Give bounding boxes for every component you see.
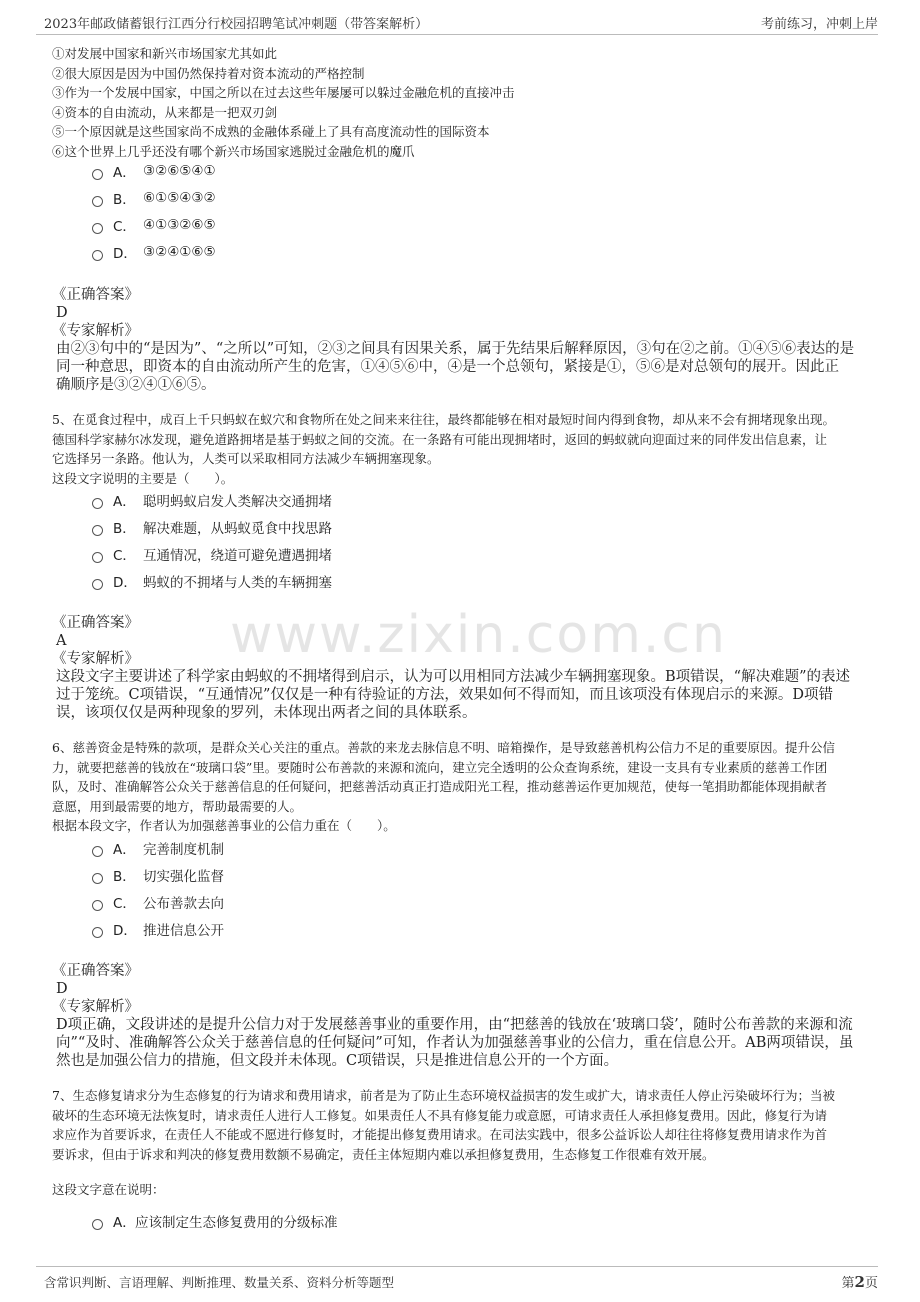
radio-icon[interactable] [92,169,103,180]
radio-icon[interactable] [92,873,103,884]
q6-stem: 6、慈善资金是特殊的款项，是群众关心关注的重点。善款的来龙去脉信息不明、暗箱操作，是导致慈善机构公信力不足的重要原因。提升公信 力，就要把慈善的钱放在“玻璃口袋”里。要随时公布善款的来源和流向，建立完全透明的公众查询系统，建设一支具有专业素质的慈善工作团 队，及时、准确解答公众关于慈善信息的任何疑问，把慈善活动真正打造成阳光工程，推动慈善运作更加规范，使每一笔捐助都能体现捐献者 意愿，用到最需要的地方，帮助最需要的人。 根据本段文字，作者认为加强慈善事业的公信力重在（ ）。 [52,740,835,833]
watermark: www.zixin.com.cn [230,605,727,665]
q4-statements [52,44,872,161]
footer-categories: 含常识判断、言语理解、判断推理、数量关系、资料分析等题型 [44,1275,395,1290]
statement: ②很大原因是因为中国仍然保持着对资本流动的严格控制 [52,65,365,81]
analysis-heading: 《专家解析》 [52,651,139,667]
radio-icon[interactable] [92,196,103,207]
q4-option-b[interactable]: B． ⑥①⑤④③② [92,187,216,209]
answer-value: A [56,633,67,649]
q7-option-a[interactable]: A． 应该制定生态修复费用的分级标准 [92,1210,338,1232]
q5-option-d[interactable]: D． 蚂蚁的不拥堵与人类的车辆拥塞 [92,570,332,592]
q6-answer-section [52,962,872,1070]
q4-option-c[interactable]: C． ④①③②⑥⑤ [92,214,216,236]
statement: ⑥这个世界上几乎还没有哪个新兴市场国家逃脱过金融危机的魔爪 [52,143,415,159]
analysis-line: 然也是加强公信力的措施，但文段并未体现。C项错误，只是推进信息公开的一个方面。 [56,1053,619,1069]
analysis-heading: 《专家解析》 [52,323,139,339]
analysis-line: 误，该项仅仅是两种现象的罗列，未体现出两者之间的具体联系。 [56,705,477,721]
answer-heading: 《正确答案》 [52,963,139,979]
q7-stem: 7、生态修复请求分为生态修复的行为请求和费用请求，前者是为了防止生态环境权益损害的发生或扩大，请求责任人停止污染破坏行为；当被 破坏的生态环境无法恢复时，请求责任人进行人工修复。如果责任人不具有修复能力或意愿，可请求责任人承担修复费用。因此，修复行为请 求应作为首要诉求，在责任人不能或不愿进行修复时，才能提出修复费用请求。在司法实践中，很多公益诉讼人却往往将修复费用请求作为首 要诉求，但由于诉求和判决的修复费用数额不易确定，责任主体短期内难以承担修复费用，生态修复工作很难有效开展。 [52,1088,835,1162]
radio-icon[interactable] [92,927,103,938]
answer-heading: 《正确答案》 [52,615,139,631]
q6-option-c[interactable]: C． 公布善款去向 [92,891,224,913]
radio-icon[interactable] [92,846,103,857]
answer-value: D [56,981,68,997]
radio-icon[interactable] [92,525,103,536]
analysis-line: 过于笼统。C项错误，“互通情况”仅仅是一种有待验证的方法，效果如何不得而知，而且该项没有体现启示的来源。D项错 [56,687,834,703]
radio-icon[interactable] [92,579,103,590]
radio-icon[interactable] [92,223,103,234]
q6-option-b[interactable]: B． 切实强化监督 [92,864,224,886]
radio-icon[interactable] [92,552,103,563]
analysis-line: D项正确，文段讲述的是提升公信力对于发展慈善事业的重要作用，由“把慈善的钱放在‘玻璃口袋’，随时公布善款的来源和流 [56,1017,853,1033]
q5-option-b[interactable]: B． 解决难题，从蚂蚁觅食中找思路 [92,516,332,538]
page-number: 2 [854,1273,865,1291]
q4-answer-section [52,286,872,394]
page-header [36,0,878,35]
q4-option-a[interactable]: A． ③②⑥⑤④① [92,160,216,182]
q6-option-d[interactable]: D． 推进信息公开 [92,918,224,940]
statement: ③作为一个发展中国家，中国之所以在过去这些年屡屡可以躲过金融危机的直接冲击 [52,85,515,100]
q5-option-a[interactable]: A． 聪明蚂蚁启发人类解决交通拥堵 [92,489,332,511]
page-indicator: 第2页 [841,1273,878,1291]
statement: ④资本的自由流动，从来都是一把双刃剑 [52,104,278,120]
analysis-line: 这段文字主要讲述了科学家由蚂蚁的不拥堵得到启示，认为可以用相同方法减少车辆拥塞现象。B项错误，“解决难题”的表述 [56,669,850,685]
statement: ①对发展中国家和新兴市场国家尤其如此 [52,46,278,61]
radio-icon[interactable] [92,900,103,911]
radio-icon[interactable] [92,498,103,509]
page-footer [36,1266,878,1297]
analysis-line: 同一种意思，即资本的自由流动所产生的危害，①④⑤⑥中，④是一个总领句，紧接是①，⑤⑥是对总领句的展开。因此正 [56,359,839,375]
q4-option-d[interactable]: D． ③②④①⑥⑤ [92,241,216,263]
document-title: 2023年邮政储蓄银行江西分行校园招聘笔试冲刺题（带答案解析） [44,17,429,32]
answer-heading: 《正确答案》 [52,287,139,303]
radio-icon[interactable] [92,250,103,261]
q7-question: 这段文字意在说明： [52,1182,165,1197]
analysis-heading: 《专家解析》 [52,999,139,1015]
answer-value: D [56,305,68,321]
q5-option-c[interactable]: C． 互通情况，绕道可避免遭遇拥堵 [92,543,332,565]
q5-answer-section [52,614,872,722]
statement: ⑤一个原因就是这些国家尚不成熟的金融体系碰上了具有高度流动性的国际资本 [52,124,490,139]
radio-icon[interactable] [92,1219,103,1230]
analysis-line: 确顺序是③②④①⑥⑤。 [56,377,216,393]
q6-option-a[interactable]: A． 完善制度机制 [92,837,224,859]
q5-stem: 5、在觅食过程中，成百上千只蚂蚁在蚁穴和食物所在处之间来来往往，最终都能够在相对最短时间内得到食物，却从来不会有拥堵现象出现。 德国科学家赫尔冰发现，避免道路拥堵是基于蚂蚁之间的交流。在一条路有可能出现拥堵时，返回的蚂蚁就向迎面过来的同伴发出信息素，让 它选择另一条路。他认为，人类可以采取相同方法减少车辆拥塞现象。 这段文字说明的主要是（ ）。 [52,412,835,486]
header-slogan: 考前练习，冲刺上岸 [760,17,878,32]
analysis-line: 向”“及时、准确解答公众关于慈善信息的任何疑问”可知，作者认为加强慈善事业的公信力，重在信息公开。AB两项错误，虽 [56,1035,854,1051]
analysis-line: 由②③句中的“是因为”、“之所以”可知，②③之间具有因果关系，属于先结果后解释原因，③句在②之前。①④⑤⑥表达的是 [56,341,855,357]
